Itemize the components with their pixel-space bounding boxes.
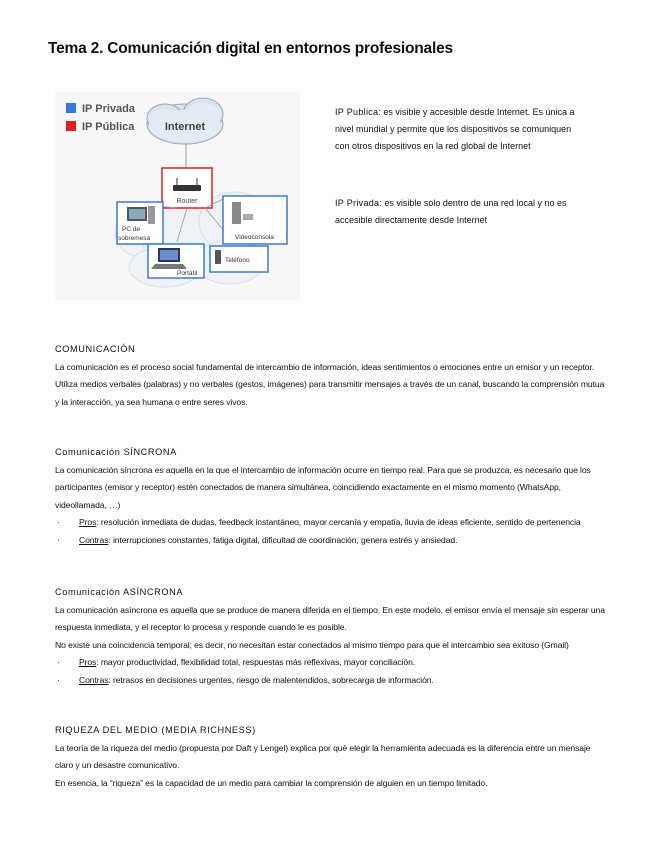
section-heading: COMUNICACIÓN	[55, 344, 136, 354]
paragraph: No existe una coincidencia temporal; es decir, no necesitan estar conectados al mismo tiempo para que el intercambio sea exitoso (Gmail)	[55, 639, 569, 650]
phone-icon	[215, 250, 221, 264]
ip-privada-label: IP Privada	[335, 198, 380, 208]
bullet-icon: ·	[57, 517, 60, 527]
ip-publica-paragraph	[335, 104, 585, 155]
internet-label: Internet	[164, 121, 206, 133]
section-heading: Comunicación ASÍNCRONA	[55, 587, 184, 597]
page-title: Tema 2. Comunicación digital en entornos profesionales	[48, 40, 453, 57]
contras-label: Contras	[79, 534, 109, 545]
paragraph: La comunicación síncrona es aquella en la que el intercambio de información ocurre en tiempo real. Para que se produzca, es necesario que los participantes (emisor y receptor) estén conectados de manera simultánea, coincidiendo exactamente en el mismo momento (WhatsApp, videollamada, …)	[55, 464, 591, 510]
section-sincrona	[55, 444, 610, 549]
legend-public-swatch	[66, 121, 76, 131]
contras-text: : retrasos en decisiones urgentes, riesgo de malentendidos, sobrecarga de información.	[108, 674, 434, 685]
pros-text: : mayor productividad, flexibilidad total, respuestas más reflexivas, mayor conciliación.	[96, 657, 416, 667]
pros-label: Pros	[79, 517, 97, 527]
ip-privada-paragraph	[335, 195, 585, 229]
list-item	[55, 672, 610, 690]
paragraph: La comunicación es el proceso social fundamental de intercambio de información, ideas sentimientos o emociones entre un emisor y un receptor.	[55, 361, 595, 372]
paragraph: En esencia, la “riqueza” es la capacidad de un medio para cambiar la comprensión de alguien en un tiempo limitado.	[55, 777, 488, 788]
section-asincrona	[55, 584, 610, 689]
ip-privada-text: : es visible solo dentro de una red local y no es accesible directamente desde Internet	[335, 198, 567, 225]
paragraph: Utiliza medios verbales (palabras) y no verbales (gestos, imágenes) para transmitir mensajes a través de un canal, buscando la comprensión mutua y la interacción, ya sea humana o entre seres vivos.	[55, 379, 605, 407]
contras-text: : interrupciones constantes, fatiga digital, dificultad de coordinación, genera estrés y ansiedad.	[108, 534, 458, 545]
ip-publica-label: IP Publica	[335, 107, 379, 117]
videoconsola-label: Videoconsola	[235, 234, 274, 241]
network-diagram	[55, 92, 300, 300]
pros-label: Pros	[79, 657, 97, 667]
paragraph: La teoría de la riqueza del medio (propuesta por Daft y Lengel) explica por qué elegir la herramienta adecuada es la diferencia entre un mensaje claro y un desastre comunicativo.	[55, 742, 591, 770]
section-heading: Comunicación SÍNCRONA	[55, 447, 177, 457]
list-item	[55, 654, 610, 672]
list-item	[55, 514, 610, 532]
section-comunicacion	[55, 341, 610, 411]
contras-label: Contras	[79, 674, 109, 685]
pc-label-line2: sobremesa	[118, 235, 151, 242]
paragraph: La comunicación asíncrona es aquella que se produce de manera diferida en el tiempo. En este modelo, el emisor envía el mensaje sin esperar una respuesta inmediata, y el receptor lo procesa y responde cuando le es posible.	[55, 604, 605, 632]
bullet-icon: ·	[57, 534, 60, 545]
portatil-label: Portátil	[177, 270, 198, 277]
pc-label-line1: PC de	[122, 226, 141, 233]
bullet-icon: ·	[57, 657, 60, 667]
telefono-label: Teléfono	[225, 257, 250, 264]
section-riqueza	[55, 722, 610, 792]
section-heading: RIQUEZA DEL MEDIO (MEDIA RICHNESS)	[55, 725, 256, 735]
legend-private-label: IP Privada	[82, 103, 135, 115]
router-label: Router	[176, 198, 198, 205]
legend-public-label: IP Pública	[82, 121, 135, 133]
pros-text: : resolución inmediata de dudas, feedback instantáneo, mayor cercanía y empatía, lluvia de ideas eficiente, sentido de pertenencia	[96, 517, 581, 527]
legend-private-swatch	[66, 103, 76, 113]
bullet-icon: ·	[57, 674, 60, 685]
ip-publica-text: : es visible y accesible desde Internet. Es única a nivel mundial y permite que los dispositivos se comuniquen con otros dispositivos en la red global de Internet	[335, 107, 575, 151]
list-item	[55, 532, 610, 550]
network-diagram-svg	[55, 92, 300, 300]
